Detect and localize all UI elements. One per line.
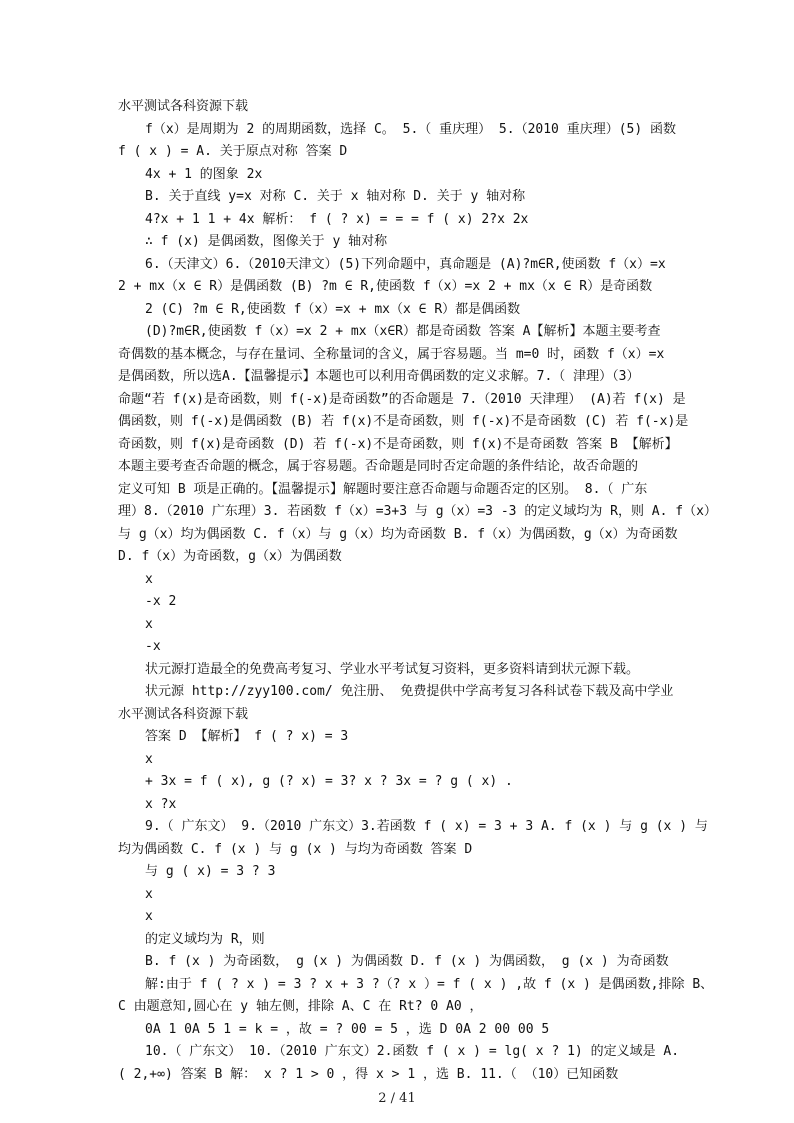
text-line: 与 g ( x) = 3 ? 3 [145,864,276,879]
text-line: 理）8.（2010 广东理）3. 若函数 f（x）=3+3 与 g（x）=3 -3 的定义域均为 R，则 A. f（x） [118,504,717,519]
text-line: 与 g（x）均为偶函数 C. f（x）与 g（x）均为奇函数 B. f（x）为偶函数，g（x）为奇函数 [118,527,678,542]
text-line: 本题主要考查否命题的概念，属于容易题。否命题是同时否定命题的条件结论，故否命题的 [118,459,639,474]
text-line: 10.（ 广东文） 10.（2010 广东文）2.函数 f ( x ) = lg( x ? 1) 的定义域是 A. [145,1044,680,1059]
text-line: 2 + mx（x ∈ R）是偶函数 (B) ?m ∈ R,使函数 f（x）=x 2 + mx（x ∈ R）是奇函数 [118,279,653,294]
page-number: 2 / 41 [378,1091,416,1106]
text-line: 水平测试各科资源下载 [118,99,249,114]
text-line: 0A 1 0A 5 1 = k = ，故 = ? 00 = 5 ，选 D 0A 2 00 00 5 [145,1022,550,1037]
text-line: x [145,887,153,902]
text-line: 命题“若 f(x)是奇函数，则 f(-x)是奇函数”的否命题是 7.（2010 天津理） (A)若 f(x) 是 [118,392,686,407]
text-line: 偶函数，则 f(-x)是偶函数 (B) 若 f(x)不是奇函数，则 f(-x)不是奇函数 (C) 若 f(-x)是 [118,414,689,429]
text-line: 奇偶数的基本概念，与存在量词、全称量词的含义，属于容易题。当 m=0 时，函数 f（x）=x [118,347,665,362]
text-line: 9.（ 广东文） 9.（2010 广东文）3.若函数 f ( x) = 3 + 3 A. f (x ) 与 g (x ) 与 [145,819,708,834]
text-line: x [145,909,153,924]
text-line: 4?x + 1 1 + 4x 解析： f ( ? x) = = = f ( x) 2?x 2x [145,212,529,227]
text-line: 均为偶函数 C. f (x ) 与 g (x ) 与均为奇函数 答案 D [118,842,473,857]
text-line: 答案 D 【解析】 f ( ? x) = 3 [145,729,349,744]
text-line: B. f (x ) 为奇函数， g (x ) 为偶函数 D. f (x ) 为偶函数， g (x ) 为奇函数 [145,954,669,969]
text-line: x [145,572,153,587]
text-line: 奇函数，则 f(x)是奇函数 (D) 若 f(-x)不是奇函数，则 f(x)不是奇函数 答案 B 【解析】 [118,437,678,452]
text-line: 6.（天津文）6.（2010天津文）(5)下列命题中，真命题是 (A)?m∈R,使函数 f（x）=x [145,257,666,272]
text-line: 状元源 http://zyy100.com/ 免注册、 免费提供中学高考复习各科试卷下载及高中学业 [145,684,674,699]
text-line: x ?x [145,797,177,812]
text-line: 水平测试各科资源下载 [118,707,249,722]
text-line: + 3x = f ( x), g (? x) = 3? x ? 3x = ? g ( x) . [145,774,513,789]
text-line: 的定义域均为 R，则 [145,932,265,947]
text-line: 是偶函数，所以选A.【温馨提示】本题也可以利用奇偶函数的定义求解。7.（ 津理）（3） [118,369,640,384]
text-line: B. 关于直线 y=x 对称 C. 关于 x 轴对称 D. 关于 y 轴对称 [145,189,526,204]
text-line: 4x + 1 的图象 2x [145,167,263,182]
text-line: f（x）是周期为 2 的周期函数，选择 C。 5.（ 重庆理） 5.（2010 重庆理）(5) 函数 [145,122,677,137]
text-line: 状元源打造最全的免费高考复习、学业水平考试复习资料，更多资料请到状元源下载。 [145,662,640,677]
text-line: x [145,752,153,767]
text-line: -x [145,639,161,654]
text-line: ∴ f (x) 是偶函数，图像关于 y 轴对称 [145,234,388,249]
text-line: C 由题意知,圆心在 y 轴左侧，排除 A、C 在 Rt? 0 A0 ， [118,999,483,1014]
text-line: 解:由于 f ( ? x ) = 3 ? x + 3 ?（? x ）= f ( x ) ,故 f (x ) 是偶函数,排除 B、 [145,977,714,992]
text-line: (D)?m∈R,使函数 f（x）=x 2 + mx（x∈R）都是奇函数 答案 A【解析】本题主要考查 [145,324,661,339]
text-line: -x 2 [145,594,177,609]
text-line: ( 2,+∞) 答案 B 解： x ? 1 > 0 ，得 x > 1 ，选 B. 11.（ （10）已知函数 [118,1067,619,1082]
text-line: x [145,617,153,632]
text-line: f ( x ) = A. 关于原点对称 答案 D [118,144,348,159]
text-line: 2 (C) ?m ∈ R,使函数 f（x）=x + mx（x ∈ R）都是偶函数 [145,302,521,317]
text-line: D. f（x）为奇函数，g（x）为偶函数 [118,549,342,564]
text-line: 定义可知 B 项是正确的。【温馨提示】解题时要注意否命题与命题否定的区别。 8.（ 广东 [118,482,648,497]
